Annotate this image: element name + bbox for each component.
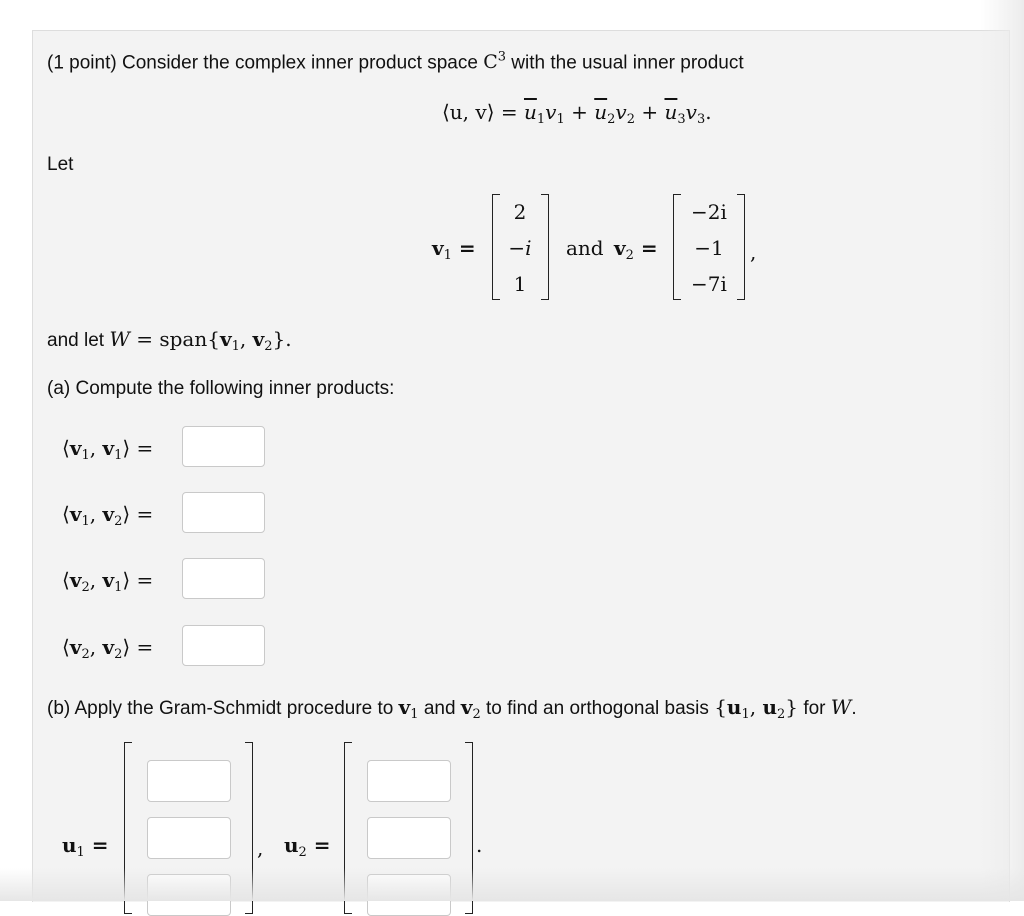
let-label: Let bbox=[47, 154, 74, 175]
v2-entry-2: −1 bbox=[694, 236, 724, 260]
space-symbol bbox=[483, 51, 506, 73]
v1-label: $v_1$ = bbox=[432, 236, 476, 263]
inner-product-v1-v1-label: $⟨v_1$, $v_1⟩$ = bbox=[62, 436, 154, 463]
v1-entry-2: −i bbox=[508, 236, 532, 260]
part-b-text: (b) Apply the Gram-Schmidt procedure to bbox=[47, 698, 394, 719]
space-letter: C bbox=[483, 51, 498, 74]
answer-v2-v1-input[interactable] bbox=[182, 558, 265, 599]
u2-label: $u_2$ = bbox=[284, 833, 331, 860]
inner-product-v2-v1-label: $⟨v_2$, $v_1⟩$ = bbox=[62, 568, 154, 595]
v1-right-bracket bbox=[541, 194, 549, 300]
intro-tail: with the usual inner product bbox=[511, 52, 744, 74]
inner-product-v1-v2-label: $⟨v_1$, $v_2⟩$ = bbox=[62, 502, 154, 529]
u2-entry-2-input[interactable] bbox=[367, 817, 451, 859]
bottom-fade bbox=[0, 868, 1024, 901]
space-exponent: 3 bbox=[497, 50, 507, 65]
inner-product-lhs: ⟨u, v⟩ = bbox=[442, 100, 518, 124]
u1-entry-2-input[interactable] bbox=[147, 817, 231, 859]
page-edge-shadow bbox=[980, 0, 1024, 901]
v2-entry-1: −2i bbox=[691, 200, 727, 224]
vector-comma: , bbox=[750, 240, 757, 264]
u1-comma: , bbox=[257, 836, 264, 860]
inner-product-definition: ⟨u, v⟩ = $\overline{u}_1v_1 + \overline{u}_2v_2 + \overline{u}_3v_3$. bbox=[442, 100, 712, 127]
inner-product-v2-v2-label: $⟨v_2$, $v_2⟩$ = bbox=[62, 635, 154, 662]
v2-left-bracket bbox=[673, 194, 681, 300]
span-text: and let bbox=[47, 330, 105, 351]
part-a-heading: (a) Compute the following inner products: bbox=[47, 378, 395, 399]
u1-entry-1-input[interactable] bbox=[147, 760, 231, 802]
part-b-heading: (b) Apply the Gram-Schmidt procedure to $v_1$ and $v_2$ to find an orthogonal basis {$u_1$, $u_2$} for W. bbox=[47, 695, 857, 722]
and-label: and bbox=[566, 236, 604, 260]
span-line: and let $W = span\{v_1$, $v_2$}. bbox=[47, 327, 292, 354]
u2-period: . bbox=[476, 833, 483, 857]
u1-label: $u_1$ = bbox=[62, 833, 109, 860]
v2-entry-3: −7i bbox=[691, 272, 727, 296]
intro-text: (1 point) Consider the complex inner product space bbox=[47, 52, 478, 74]
answer-v2-v2-input[interactable] bbox=[182, 625, 265, 666]
part-b-to-text: to find an orthogonal basis bbox=[486, 698, 709, 719]
answer-v1-v2-input[interactable] bbox=[182, 492, 265, 533]
answer-v1-v1-input[interactable] bbox=[182, 426, 265, 467]
v1-left-bracket bbox=[492, 194, 500, 300]
v2-label: $v_2$ = bbox=[614, 236, 658, 263]
w-symbol: W bbox=[109, 327, 130, 351]
u2-entry-1-input[interactable] bbox=[367, 760, 451, 802]
v2-right-bracket bbox=[737, 194, 745, 300]
v1-entry-3: 1 bbox=[513, 272, 527, 296]
part-b-for-text: for bbox=[803, 698, 826, 719]
v1-entry-1: 2 bbox=[513, 200, 527, 224]
problem-intro bbox=[47, 50, 744, 74]
